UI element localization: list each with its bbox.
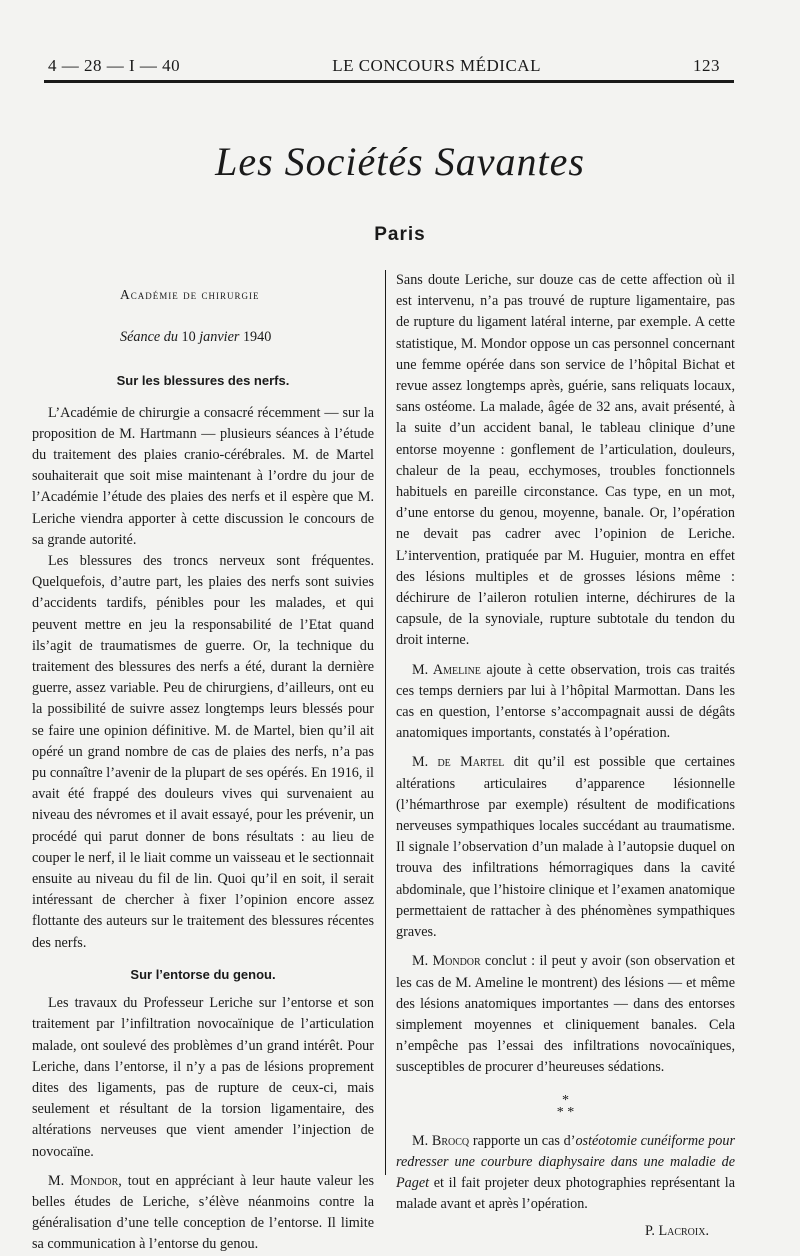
speaker-name: M. Mondor, [48,1172,122,1189]
paragraph [396,660,735,745]
paragraph-text: dit qu’il est possible que certaines altérations articulaires d’apparence lésionnelle (l’hémarthrose par exemple) résultent de modifications nerveuses sympathiques locales succédant au traumatisme. Il signale l’observation d’un malade à l’autopsie duquel on trouva des infiltrations hémorragiques dans la cavité abdominale, que l’histoire clinique et l’examen anatomique permettaient de rattacher à des phénomènes sympathiques graves. [396,754,735,941]
paragraph [32,1171,374,1256]
subheading-knee: Sur l’entorse du genou. [130,966,276,982]
section-title: Les Sociétés Savantes [215,139,585,184]
right-column [396,270,735,1243]
paragraph: Les travaux du Professeur Leriche sur l’entorse et son traitement par l’infiltration novocaïnique de l’articulation malade, ont soulevé des problèmes d’un grand intérêt. Pour Leriche, dans l’entorse, il n’y a pas de lésions proprement dites des ligaments, pas de rupture de ceux-ci, mais seulement et résultant de la torsion ligamentaire, des altérations nerveuses que vient amender l’injection de novocaïne. [32,995,374,1160]
page-number: 123 [693,56,720,75]
session-day: 10 [181,329,196,346]
asterisk-bottom: * * [556,1104,575,1120]
header-rule [44,80,734,83]
page-header [48,56,720,76]
paragraph: Les blessures des troncs nerveux sont fréquentes. Quelquefois, d’autre part, les plaies des nerfs sont suivies d’accidents tardifs, pénibles pour les malades, et qui peuvent mettre en jeu la responsabilité de l’Etat quand ils’agit de traumatismes de guerre. Or, la technique du traitement des blessures des nerfs a été, durant la dernière guerre, assez variable. Peu de chirurgiens, d’ailleurs, ont eu la possibilité de suivre assez longtemps leurs blessés pour se faire une opinion définitive. M. de Martel, bien qu’il ait opéré un grand nombre de cas de plaies des nerfs, n’a pas pu connaître l’avenir de la plupart de ses opérés. En 1916, il avait été frappé des douleurs vives qui survenaient au niveau des névromes et il avait essayé, pour les prévenir, un procédé qui parut donner de bons résultats : au lieu de couper le nerf, il le liait comme un vaisseau et le sectionnait ensuite au niveau du fil de lin. Quoi qu’il en soit, il serait intéressant de chercher à fixer l’opinion encore assez flottante des auteurs sur le traitement des blessures récentes des nerfs. [32,553,374,951]
paragraph-italic: ostéotomie cunéiforme pour redresser une courbure diaphysaire dans une maladie de Paget [396,1132,736,1191]
column-divider [385,270,386,1175]
asterisk-top: * [562,1092,569,1108]
session-label: Séance du [120,329,178,346]
session-year: 1940 [242,329,272,346]
paragraph-text: et il fait projeter deux photographies représentant la malade avant et après l’opération. [396,1174,735,1213]
session-month: janvier [199,329,240,346]
paragraph [396,951,735,1078]
paragraph [396,752,735,943]
speaker-name: M. Brocq [412,1132,470,1149]
city-heading: Paris [374,224,426,245]
paragraph-text: tout en appréciant à leur haute valeur les belles études de Leriche, s’élève néanmoins contre la généralisation d’une telle conception de l’entorse. Il limite sa communication à l’entorse du genou. [32,1172,374,1253]
paragraph-text: conclut : il peut y avoir (son observation et les cas de M. Ameline le montrent) des lésions — et même des lésions anatomiques importantes — dans des entorses simplement moyennes et cliniquement banales. Cela n’empêche pas l’essai des infiltrations novocaïniques, susceptibles de procurer d’heureuses sédations. [396,953,735,1076]
speaker-name: M. de Martel [412,754,505,771]
paragraph-text: ajoute à cette observation, trois cas traités ces temps derniers par lui à l’hôpital Marmottan. Dans les cas en question, l’entorse s’accompagnait aussi de dégâts anatomiques importants, constatés à l’opération. [396,661,735,742]
paragraph [396,1131,735,1216]
paragraph: Sans doute Leriche, sur douze cas de cette affection où il est intervenu, n’a pas trouvé de rupture ligamentaire, pas de rupture du ligament latéral interne, par exemple. A cette statistique, M. Mondor oppose un cas personnel concernant une femme opérée dans son service de l’hôpital Bichat et revue assez longtemps après, guérie, sans reliquats locaux, sans ostéome. La malade, âgée de 32 ans, avait présenté, à la suite d’un accident banal, le tableau clinique d’une entorse moyenne : gonflement de l’articulation, douleurs, chaleur de la peau, ecchymoses, troubles fonctionnels habituels en pareille circonstance. Cas type, en un mot, d’une entorse du genou, moyenne, banale. Or, l’opération ne devait pas cadrer avec l’opinion de Leriche. L’intervention, pratiquée par M. Huguier, montra en effet des lésions multiples et de grosses lésions même : déchirure de l’aileron rotulien interne, déchirures de la capsule, de la synoviale, rupture subtotale du tendon du droit interne. [396,272,735,649]
subheading-nerves: Sur les blessures des nerfs. [116,373,290,389]
journal-title: LE CONCOURS MÉDICAL [332,56,541,75]
paragraph: L’Académie de chirurgie a consacré récemment — sur la proposition de M. Hartmann — plusieurs séances à l’étude du traitement des plaies cranio-cérébrales. M. de Martel souhaiterait que soit mise maintenant à l’ordre du jour de l’Académie l’étude des plaies des nerfs et il espère que M. Leriche viendra apporter à cette discussion le concours de sa grande autorité. [32,404,374,548]
issue-date: 4 — 28 — I — 40 [48,56,181,75]
speaker-name: M. Mondor [412,953,481,970]
section-separator [396,1092,735,1120]
author-signature: P. Lacroix. [645,1223,709,1240]
speaker-name: M. Ameline [412,661,481,678]
academy-name: Académie de chirurgie [120,287,260,302]
left-column [32,280,374,1256]
session-date [32,327,374,348]
paragraph-text: rapporte un cas d’ [469,1132,576,1149]
